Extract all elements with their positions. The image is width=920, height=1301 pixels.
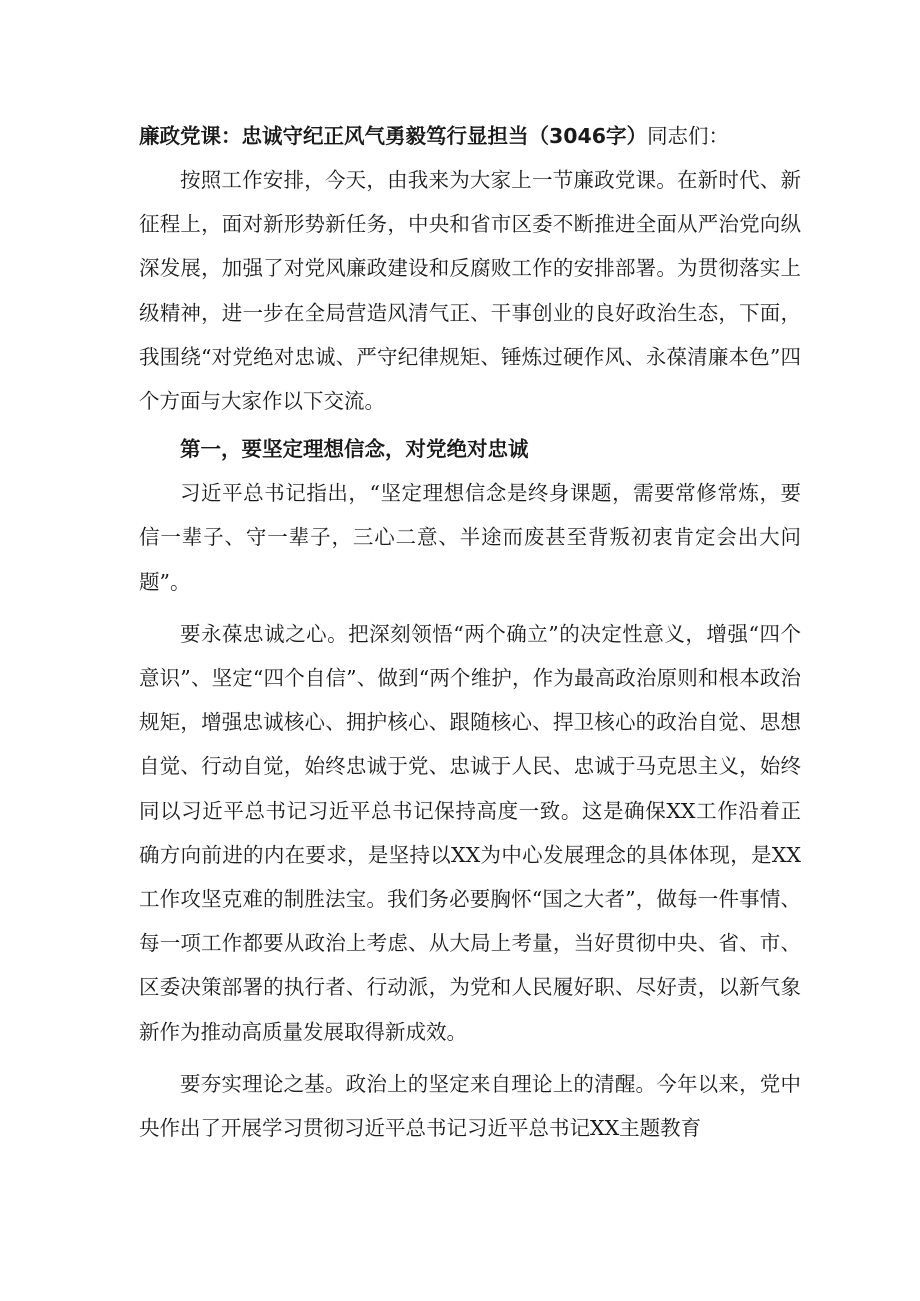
salutation: 同志们： [647, 124, 730, 148]
document-title: 廉政党课：忠诚守纪正风气勇毅笃行显担当（3046字） [139, 124, 648, 148]
theory-paragraph: 要夯实理论之基。政治上的坚定来自理论上的清醒。今年以来，党中央作出了开展学习贯彻习近平总书记习近平总书记XX主题教育 [139, 1071, 801, 1141]
section-heading-1: 第一，要坚定理想信念，对党绝对忠诚 [180, 437, 529, 462]
loyalty-paragraph: 要永葆忠诚之心。把深刻领悟“两个确立”的决定性意义，增强“四个意识”、坚定“四个自信”、做到“两个维护，作为最高政治原则和根本政治规矩，增强忠诚核心、拥护核心、跟随核心、捍卫核心的政治自觉、思想自觉、行动自觉，始终忠诚于党、忠诚于人民、忠诚于马克思主义，始终同以习近平总书记习近平总书记保持高度一致。这是确保XX工作沿着正确方向前进的内在要求，是坚持以XX为中心发展理念的具体体现，是XX工作攻坚克难的制胜法宝。我们务必要胸怀“国之大者”，做每一件事情、每一项工作都要从政治上考虑、从大局上考量，当好贯彻中央、省、市、区委决策部署的执行者、行动派，为党和人民履好职、尽好责，以新气象新作为推动高质量发展取得新成效。 [139, 621, 801, 1044]
paragraph-gap [139, 604, 801, 612]
title-line [139, 114, 801, 158]
paragraph-gap [139, 1054, 801, 1062]
intro-paragraph: 按照工作安排，今天，由我来为大家上一节廉政党课。在新时代、新征程上，面对新形势新任务，中央和省市区委不断推进全面从严治党向纵深发展，加强了对党风廉政建设和反腐败工作的安排部署。为贯彻落实上级精神，进一步在全局营造风清气正、干事创业的良好政治生态，下面，我围绕“对党绝对忠诚、严守纪律规矩、锤炼过硬作风、永葆清廉本色”四个方面与大家作以下交流。 [139, 168, 801, 414]
document-body [139, 114, 801, 1150]
quote-paragraph: 习近平总书记指出，“坚定理想信念是终身课题，需要常修常炼，要信一辈子、守一辈子，三心二意、半途而废甚至背叛初衷肯定会出大问题”。 [139, 481, 801, 594]
